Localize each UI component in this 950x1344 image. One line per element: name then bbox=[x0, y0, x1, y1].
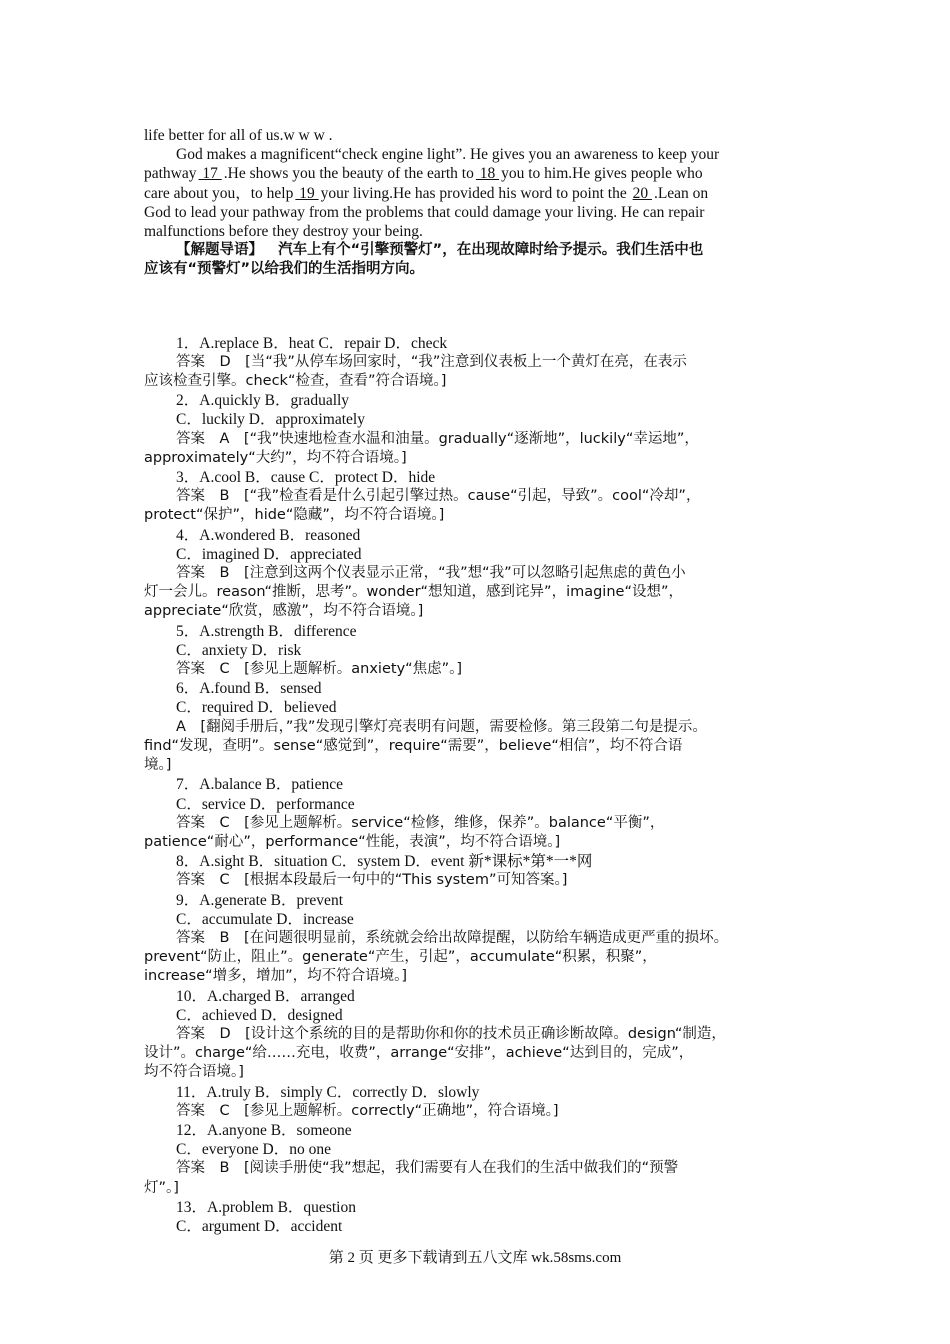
question-list bbox=[144, 334, 806, 1237]
question-item bbox=[144, 775, 806, 852]
answer-explanation: 答案 B [注意到这两个仪表显示正常，“我”想“我”可以忽略引起焦虑的黄色小 bbox=[176, 565, 686, 582]
question-options: C．argument D．accident bbox=[176, 1217, 343, 1235]
question-options: C．anxiety D．risk bbox=[176, 641, 302, 659]
answer-explanation: 应该检查引擎。check“检查，查看”符合语境。] bbox=[144, 373, 447, 390]
guide-label: 【解题导语】 bbox=[176, 242, 263, 259]
question-options: C．imagined D．appreciated bbox=[176, 545, 362, 563]
passage-text: care about you，to help bbox=[144, 184, 294, 202]
answer-explanation: 答案 A [“我”快速地检查水温和油量。gradually“逐渐地”，luckily“幸运地”， bbox=[176, 430, 699, 447]
blank-17: 17 bbox=[198, 165, 222, 183]
question-options: 10．A.charged B．arranged bbox=[176, 987, 355, 1005]
passage-text: pathway bbox=[144, 165, 197, 183]
question-options: 2．A.quickly B．gradually bbox=[176, 392, 350, 410]
answer-explanation: 境。] bbox=[144, 757, 172, 774]
passage-line-0: life better for all of us.w w w . bbox=[144, 127, 333, 144]
passage-paragraph-line bbox=[144, 184, 806, 203]
answer-explanation: A [翻阅手册后，”我”发现引擎灯亮表明有问题，需要检修。第三段第二句是提示。 bbox=[176, 718, 707, 735]
answer-explanation: patience“耐心”，performance“性能，表演”，均不符合语境。] bbox=[144, 833, 561, 850]
question-item bbox=[144, 891, 806, 987]
answer-explanation: appreciate“欣赏，感激”，均不符合语境。] bbox=[144, 603, 424, 620]
question-options: C．service D．performance bbox=[176, 795, 355, 813]
passage-text: you to him.He gives people who bbox=[501, 165, 703, 183]
answer-explanation: 答案 C [根据本段最后一句中的“This system”可知答案。] bbox=[176, 872, 568, 889]
question-options: C．required D．believed bbox=[176, 699, 337, 717]
guide-line bbox=[144, 241, 806, 260]
question-options: 3．A.cool B．cause C．protect D．hide bbox=[176, 469, 436, 487]
answer-explanation: protect“保护”，hide“隐藏”，均不符合语境。] bbox=[144, 507, 445, 524]
answer-explanation: 答案 B [在问题很明显前，系统就会给出故障提醒，以防给车辆造成更严重的损坏。 bbox=[176, 929, 729, 946]
question-item bbox=[144, 526, 806, 622]
question-options: C．luckily D．approximately bbox=[176, 411, 365, 429]
answer-explanation: approximately“大约”，均不符合语境。] bbox=[144, 449, 407, 466]
answer-explanation: 答案 C [参见上题解析。service“检修，维修，保养”。balance“平衡”， bbox=[176, 814, 665, 831]
passage-paragraph-line: malfunctions before they destroy your being. bbox=[144, 223, 423, 241]
answer-explanation: 答案 C [参见上题解析。anxiety“焦虑”。] bbox=[176, 661, 463, 678]
answer-explanation: find“发现，查明”。sense“感觉到”，require“需要”，believe“相信”，均不符合语 bbox=[144, 737, 683, 754]
question-options: 5．A.strength B．difference bbox=[176, 622, 357, 640]
question-item bbox=[144, 987, 806, 1083]
question-options: 7．A.balance B．patience bbox=[176, 776, 343, 794]
question-options: 1．A.replace B．heat C．repair D．check bbox=[176, 334, 448, 352]
question-item bbox=[144, 622, 806, 680]
answer-explanation: 答案 D [设计这个系统的目的是帮助你和你的技术员正确诊断故障。design“制造， bbox=[176, 1025, 726, 1042]
question-options: 13．A.problem B．question bbox=[176, 1198, 356, 1216]
question-options: 4．A.wondered B．reasoned bbox=[176, 526, 361, 544]
question-item bbox=[144, 391, 806, 468]
passage-text: your living.He has provided his word to point the bbox=[320, 184, 631, 202]
passage-paragraph-line: God makes a magnificent“check engine light”. He gives you an awareness to keep your bbox=[176, 146, 720, 164]
question-item bbox=[144, 468, 806, 526]
answer-explanation: prevent“防止，阻止”。generate“产生，引起”，accumulate“积累，积聚”， bbox=[144, 949, 657, 966]
question-options: 11．A.truly B．simply C．correctly D．slowly bbox=[176, 1083, 480, 1101]
question-options: 9．A.generate B．prevent bbox=[176, 891, 343, 909]
question-item bbox=[144, 1083, 806, 1121]
page-content bbox=[144, 126, 806, 1236]
question-item bbox=[144, 334, 806, 392]
question-options: 12．A.anyone B．someone bbox=[176, 1121, 352, 1139]
question-options: C．everyone D．no one bbox=[176, 1141, 331, 1159]
answer-explanation: 答案 C [参见上题解析。correctly“正确地”，符合语境。] bbox=[176, 1102, 559, 1119]
spacer bbox=[144, 280, 806, 334]
answer-explanation: 答案 B [“我”检查看是什么引起引擎过热。cause“引起，导致”。cool“冷却”， bbox=[176, 488, 701, 505]
question-item bbox=[144, 1198, 806, 1236]
passage-paragraph-line: God to lead your pathway from the problems that could damage your living. He can repair bbox=[144, 203, 705, 221]
passage-text: .Lean on bbox=[653, 184, 709, 202]
blank-20: 20 bbox=[632, 184, 652, 202]
question-item bbox=[144, 1121, 806, 1198]
answer-explanation: 灯”。] bbox=[144, 1179, 179, 1196]
question-options: C．achieved D．designed bbox=[176, 1006, 343, 1024]
answer-explanation: 灯一会儿。reason“推断，思考”。wonder“想知道，感到诧异”，imagine“设想”， bbox=[144, 584, 683, 601]
answer-explanation: 设计”。charge“给……充电，收费”，arrange“安排”，achieve“达到目的，完成”， bbox=[144, 1045, 694, 1062]
guide-text: 汽车上有个“引擎预警灯”，在出现故障时给予提示。我们生活中也 bbox=[278, 242, 704, 259]
blank-18: 18 bbox=[475, 165, 500, 183]
answer-explanation: 答案 D [当“我”从停车场回家时，“我”注意到仪表板上一个黄灯在亮，在表示 bbox=[176, 353, 687, 370]
question-item bbox=[144, 679, 806, 775]
blank-19: 19 bbox=[295, 184, 319, 202]
question-options: 6．A.found B．sensed bbox=[176, 680, 322, 698]
answer-explanation: 答案 B [阅读手册使“我”想起，我们需要有人在我们的生活中做我们的“预警 bbox=[176, 1160, 679, 1177]
answer-explanation: increase“增多，增加”，均不符合语境。] bbox=[144, 968, 408, 985]
passage-paragraph-line bbox=[144, 164, 806, 183]
guide-line: 应该有“预警灯”以给我们的生活指明方向。 bbox=[144, 261, 425, 278]
question-item bbox=[144, 852, 806, 890]
page-footer: 第 2 页 更多下载请到五八文库 wk.58sms.com bbox=[328, 1250, 622, 1266]
question-options: C．accumulate D．increase bbox=[176, 910, 354, 928]
passage-text: .He shows you the beauty of the earth to bbox=[223, 165, 474, 183]
question-options: 8．A.sight B．situation C．system D．event 新*课标*第*一*网 bbox=[176, 853, 593, 871]
answer-explanation: 均不符合语境。] bbox=[144, 1064, 244, 1081]
